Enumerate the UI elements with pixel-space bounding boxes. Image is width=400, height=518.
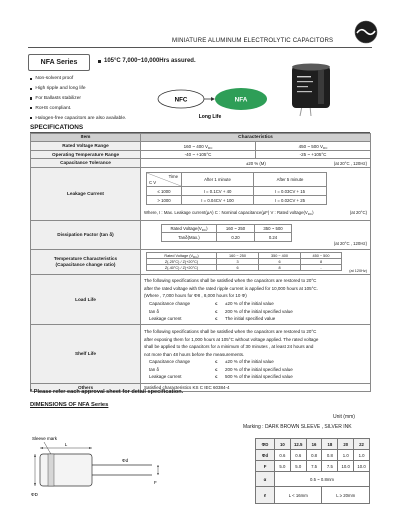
nfc-label: NFC — [174, 96, 188, 104]
diameter-label: ΦD — [31, 492, 38, 497]
df-value: 0.24 — [255, 233, 292, 242]
time-label: Time — [168, 174, 178, 179]
temp-label-line1: Temperature Characteristics — [53, 256, 118, 261]
leakage-value: I = 0.1CV + 40 — [182, 187, 254, 196]
criteria-value: The initial specified value — [225, 316, 276, 322]
bullet-icon — [30, 88, 32, 90]
leakage-value: I = 0.04CV + 100 — [182, 196, 254, 205]
value-text: 450 ~ 500 V — [298, 143, 324, 149]
leakage-col-1min: After 1 minute — [182, 173, 254, 187]
tagline-text: 105°C 7,000~10,000Hrs assured. — [104, 58, 196, 64]
dim-cell: 0.6 — [275, 450, 291, 461]
shelf-life-cell — [141, 325, 371, 384]
feature-text: Halogen-free capacitors are also available. — [35, 115, 127, 121]
impedance-ratio-value: 3 — [217, 259, 259, 265]
bullet-icon — [98, 60, 101, 63]
leakage-value: I = 0.03CV + 15 — [254, 187, 327, 196]
impedance-ratio-value: 8 — [301, 259, 342, 265]
criteria-name: Capacitance change — [149, 359, 191, 365]
cap-tolerance-cell — [141, 159, 371, 168]
dim-cell: 10.0 — [354, 461, 370, 472]
criteria-row — [144, 366, 370, 374]
others-value: Satisfied characteristics KS C IEC 60384-4 — [141, 384, 371, 392]
dim-header: 12.5 — [290, 439, 306, 450]
feature-item — [30, 113, 126, 123]
table-row — [31, 275, 371, 325]
series-name-box: NFA Series — [28, 54, 90, 71]
operating-temp-high: -25 ~ +105°C — [256, 151, 371, 159]
dim-cell: ℓ — [256, 487, 275, 504]
feature-item — [30, 74, 126, 84]
criteria-row — [144, 315, 370, 323]
criteria-op: ≤ — [215, 308, 218, 314]
shelf-life-line: shall be applied to the capacitors for a minimum of 30 minutes , at least 24 hours and — [144, 344, 314, 350]
specifications-heading: SPECIFICATIONS — [30, 124, 370, 133]
header-tail: ) — [197, 253, 199, 258]
cap-tolerance-condition: (at 20°C , 120Hz) — [333, 160, 368, 166]
header-rule — [28, 47, 372, 48]
impedance-ratio-label: Z(-40°C) / Z(+20°C) — [147, 265, 217, 271]
dim-cell: 10.0 — [338, 461, 354, 472]
dimensions-title: DIMENSIONS OF NFA Series — [30, 402, 109, 408]
dissipation-condition: (at 20°C , 120Hz) — [333, 241, 368, 246]
table-row — [31, 250, 371, 275]
dim-header: 20 — [338, 439, 354, 450]
temp-range: 160 ~ 250 — [217, 253, 259, 259]
item-load-life: Load Life — [31, 275, 141, 325]
feature-item — [30, 103, 126, 113]
table-row — [256, 487, 370, 504]
note-text: Where, I : Max. Leakage current(μA) C : Nominal capacitance(μF) V : Rated voltage(V — [144, 210, 308, 215]
temp-range: 450 ~ 500 — [301, 253, 342, 259]
shelf-life-text — [141, 327, 370, 381]
leakage-col-5min: After 5 minute — [254, 173, 327, 187]
leakage-table — [146, 172, 327, 205]
impedance-ratio-value: 8 — [259, 265, 301, 271]
marking-label: Marking : DARK BROWN SLEEVE , SILVER INK — [243, 424, 352, 430]
sleeve-mark-label: Sleeve mark — [32, 436, 58, 441]
df-value: 0.20 — [217, 233, 255, 242]
dim-header: 10 — [275, 439, 291, 450]
note-tail: ) — [312, 210, 314, 215]
load-life-line: The following specifications shall be satisfied when the capacitors are restored to 20°C — [144, 278, 317, 284]
bullet-icon — [30, 78, 32, 80]
df-range: 350 ~ 500 — [255, 225, 292, 233]
criteria-op: ≤ — [215, 301, 218, 306]
table-row — [31, 142, 371, 151]
item-shelf-life: Shelf Life — [31, 325, 141, 384]
table-row — [256, 439, 370, 450]
criteria-name: Leakage current — [149, 374, 182, 380]
temperature-table — [146, 252, 342, 271]
specifications-table — [30, 133, 371, 392]
criteria-row — [144, 300, 370, 308]
arrowhead-icon — [211, 97, 215, 101]
criteria-name: tan δ — [149, 366, 160, 372]
unit-sub: DC — [208, 145, 213, 150]
criteria-value: 200 % of the initial specified value — [225, 308, 293, 314]
impedance-ratio-value: 6 — [217, 265, 259, 271]
dissipation-cell — [141, 221, 371, 250]
cv-range: ≤ 1000 — [147, 187, 182, 196]
dim-cell: F — [256, 461, 275, 472]
impedance-ratio-value: 6 — [259, 259, 301, 265]
dim-cell: 0.5 ~ 0.8mm — [275, 472, 370, 487]
dim-cell: 7.5 — [306, 461, 322, 472]
impedance-ratio-value: - — [301, 265, 342, 271]
header-text: Rated Voltage (V — [164, 253, 194, 258]
dim-cell: L ≥ 20mm — [322, 487, 370, 504]
leakage-condition: (at 20°C) — [349, 210, 368, 215]
load-life-text — [141, 276, 370, 323]
feature-item — [30, 84, 126, 94]
leakage-value: I = 0.02CV + 25 — [254, 196, 327, 205]
unit-sub: DC — [193, 254, 198, 259]
table-row — [31, 221, 371, 250]
bullet-icon — [30, 107, 32, 109]
criteria-op: ≤ — [215, 316, 218, 322]
dim-cell: 7.5 — [322, 461, 338, 472]
unit-sub: DC — [323, 145, 328, 150]
leakage-cell — [141, 168, 371, 221]
series-tagline — [98, 58, 196, 64]
cap-tolerance-value: ±20 % (M) — [246, 160, 266, 166]
diagram-caption: Long Life — [198, 114, 222, 120]
temperature-condition: (at 120Hz) — [349, 269, 368, 273]
feature-item — [30, 94, 126, 104]
time-cv-diagonal-cell — [147, 173, 182, 187]
item-temperature-characteristics — [31, 250, 141, 275]
dim-cell: 0.6 — [290, 450, 306, 461]
item-leakage-current: Leakage Current — [31, 168, 141, 221]
dim-cell: L < 16mm — [275, 487, 322, 504]
leakage-note — [144, 210, 314, 215]
item-cap-tolerance: Capacitance Tolerance — [31, 159, 141, 168]
table-row — [256, 472, 370, 487]
criteria-row — [144, 358, 370, 366]
dim-cell: 1.0 — [354, 450, 370, 461]
criteria-op: ≤ — [215, 374, 218, 380]
criteria-value: 200 % of the initial specified value — [225, 366, 293, 372]
dissipation-table — [161, 224, 292, 242]
dim-cell: 0.8 — [322, 450, 338, 461]
df-range: 160 ~ 250 — [217, 225, 255, 233]
feature-text: For Ballasts stabilizer — [35, 95, 81, 101]
table-row — [31, 151, 371, 159]
shelf-life-line: after exposing them for 1,000 hours at 105°C without voltage applied. The rated voltage — [144, 336, 319, 342]
cv-range: > 1000 — [147, 196, 182, 205]
criteria-row — [144, 308, 370, 316]
column-header-characteristics: Characteristics — [141, 134, 371, 142]
unit-sub: DC — [307, 212, 313, 216]
capacitor-body — [40, 454, 92, 486]
capacitor-photo — [284, 60, 342, 118]
criteria-row — [144, 373, 370, 381]
df-row-label: Tanδ(Max.) — [162, 233, 217, 242]
criteria-op: ≤ — [215, 366, 218, 372]
feature-list — [30, 74, 126, 123]
item-rated-voltage: Rated Voltage Range — [31, 142, 141, 151]
header-text: Rated Voltage(V — [170, 226, 202, 231]
table-row — [31, 168, 371, 221]
criteria-value: ±20 % of the initial value — [225, 301, 274, 306]
dim-header: 16 — [306, 439, 322, 450]
table-row — [256, 450, 370, 461]
dim-cell: 1.0 — [338, 450, 354, 461]
shelf-life-line: not more than 48 hours before the measurements. — [144, 351, 245, 357]
feature-text: RoHS compliant. — [35, 105, 72, 111]
feature-text: High ripple and long life — [35, 86, 86, 92]
temperature-cell — [141, 250, 371, 275]
nfa-label: NFA — [234, 96, 248, 104]
dim-cell: 0.8 — [306, 450, 322, 461]
table-row — [256, 461, 370, 472]
load-life-line: after the rated voltage with the rated ripple current is applied for 10,000 hours at 105°C. — [144, 285, 318, 291]
cv-label: C V — [149, 180, 157, 185]
header-tail: ) — [206, 226, 208, 231]
length-label: L — [64, 442, 68, 447]
series-evolution-diagram — [150, 84, 275, 122]
document-title: MINIATURE ALUMINUM ELECTROLYTIC CAPACITORS — [172, 37, 334, 44]
capacitor-dimension-drawing — [30, 434, 165, 510]
criteria-op: ≤ — [215, 359, 218, 365]
dim-header: 22 — [354, 439, 370, 450]
temp-range: 350 ~ 400 — [259, 253, 301, 259]
criteria-name: tan δ — [149, 308, 160, 314]
footnote: * Please refer each approval sheet for detail specification. — [30, 389, 184, 395]
table-row — [31, 159, 371, 168]
value-text: 160 ~ 400 V — [183, 143, 209, 149]
item-others: Others — [31, 384, 141, 392]
dim-header: 18 — [322, 439, 338, 450]
shelf-life-line: The following specifications shall be satisfied when the capacitors are restored to 20°C — [144, 328, 317, 334]
table-header-row — [31, 134, 371, 142]
company-logo-icon — [352, 19, 380, 47]
criteria-value: 500 % of the initial specified value — [225, 374, 293, 380]
dim-header: ΦD — [256, 439, 275, 450]
dim-cell: 5.0 — [275, 461, 291, 472]
criteria-name: Capacitance change — [149, 301, 191, 306]
rated-voltage-low — [141, 142, 256, 151]
dim-cell: 5.0 — [290, 461, 306, 472]
rated-voltage-high — [256, 142, 371, 151]
feature-text: Non-solvent proof — [35, 76, 74, 82]
criteria-value: ±20 % of the initial value — [225, 359, 274, 365]
pitch-label: F — [154, 480, 157, 485]
item-operating-temp: Operating Temperature Range — [31, 151, 141, 159]
column-header-item: Item — [31, 134, 141, 142]
table-row — [31, 325, 371, 384]
dimensions-table — [255, 438, 370, 504]
item-dissipation-factor: Dissipation Factor (tan δ) — [31, 221, 141, 250]
load-life-line: (Where , 7,000 hours for Φ8 , 8,000 hours for 10 Φ) — [144, 293, 247, 299]
dim-cell: α — [256, 472, 275, 487]
unit-label: Unit (mm) — [333, 414, 355, 420]
criteria-name: Leakage current — [149, 316, 182, 322]
operating-temp-low: -40 ~ +105°C — [141, 151, 256, 159]
bullet-icon — [30, 117, 32, 119]
load-life-cell — [141, 275, 371, 325]
temp-label-line2: (Capacitance change ratio) — [55, 262, 116, 267]
df-header-label — [162, 225, 217, 233]
lead-diameter-label: Φd — [122, 458, 129, 463]
unit-sub: DC — [201, 228, 207, 232]
impedance-ratio-label: Z(-25°C) / Z(+20°C) — [147, 259, 217, 265]
bullet-icon — [30, 97, 32, 99]
dim-cell: Φd — [256, 450, 275, 461]
